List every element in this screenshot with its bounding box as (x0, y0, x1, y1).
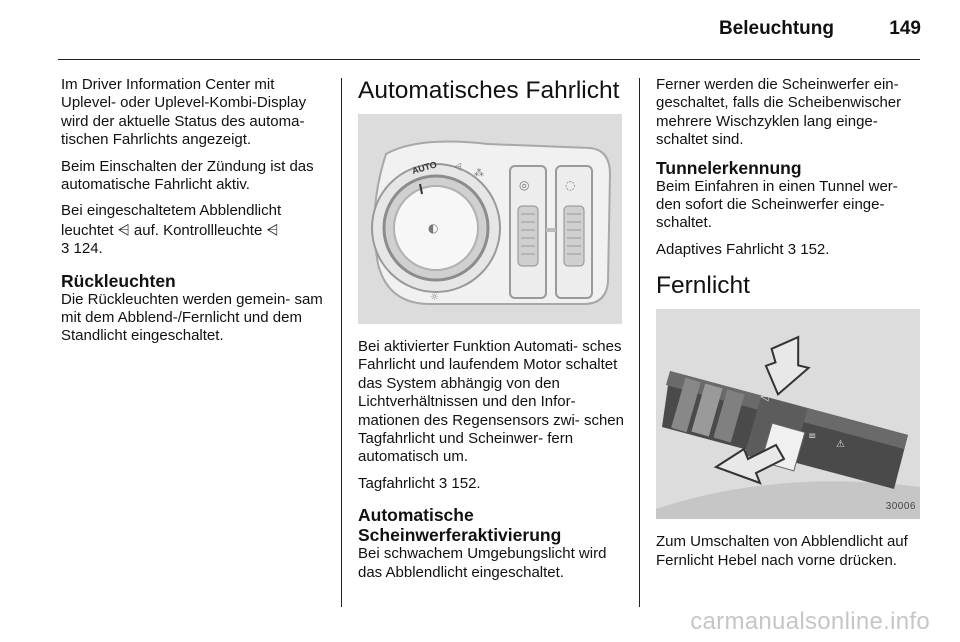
low-beam-icon: ⩤ (266, 220, 279, 239)
paragraph-dic-status: Im Driver Information Center mit Uplevel- oder Uplevel-Kombi-Display wird der aktuelle Status des automa- tischen Fahrlichts angezeigt. (61, 76, 307, 149)
heading-line: Scheinwerferaktivierung (358, 525, 562, 546)
low-beam-icon: ⩤ (117, 220, 130, 239)
reference-arrow-icon: 3 (438, 474, 448, 492)
paragraph-fernlicht: Zum Umschalten von Abblendlicht auf Fernlicht Hebel nach vorne drücken. (656, 533, 908, 569)
svg-text:⁂: ⁂ (474, 168, 484, 179)
page-reference-link[interactable]: 152. (800, 240, 830, 258)
svg-text:☼: ☼ (430, 292, 439, 303)
section-heading-scheinwerferaktivierung (358, 505, 628, 545)
page-reference-link[interactable]: 124. (73, 240, 103, 258)
svg-text:◎: ◎ (519, 178, 530, 192)
text-segment: auf. Kontrollleuchte (129, 221, 267, 239)
text-segment: Bei eingeschaltetem Abblendlicht leuchtet (61, 202, 282, 239)
page-title: Beleuchtung (718, 18, 834, 39)
figure-number: 30006 (885, 500, 916, 512)
column-1 (61, 76, 331, 354)
paragraph-wiper: Ferner werden die Scheinwerfer ein- geschaltet, falls die Scheibenwischer mehrere Wischzyklen lang einge- schaltet sind. (656, 76, 902, 149)
column-2 (358, 76, 628, 590)
svg-text:⩤: ⩤ (760, 390, 770, 405)
svg-text:◐: ◐ (428, 221, 439, 235)
paragraph-tunnel: Beim Einfahren in einen Tunnel wer- den sofort die Scheinwerfer einge- schaltet. (656, 177, 898, 232)
page-number: 149 (889, 18, 921, 39)
paragraph-daytime-ref (358, 475, 628, 493)
paragraph-auto-light: Bei aktivierter Funktion Automati- sches Fahrlicht und laufendem Motor schaltet das System abhängig von den Lichtverhältnissen und den Infor- mationen des Regensensors zwi- schen Tagfahrlicht und Scheinwer- fern automatisch um. (358, 338, 624, 466)
header-rule (58, 59, 920, 60)
text-segment: Adaptives Fahrlicht (656, 240, 788, 258)
high-beam-lever-figure (656, 309, 920, 519)
watermark[interactable]: carmanualsonline.info (690, 608, 930, 635)
svg-text:≡: ≡ (808, 431, 817, 443)
section-heading-tunnelerkennung: Tunnelerkennung (656, 157, 802, 178)
section-heading-automatisches-fahrlicht: Automatisches Fahrlicht (358, 77, 620, 104)
text-segment: Tagfahrlicht (358, 474, 439, 492)
reference-arrow-icon: 3 (787, 240, 797, 258)
svg-text:⚠: ⚠ (836, 439, 845, 451)
section-heading-fernlicht: Fernlicht (656, 272, 750, 300)
paragraph-low-beam-indicator (61, 202, 331, 258)
page-reference-link[interactable]: 152. (451, 474, 481, 492)
section-heading-rueckleuchten: Rückleuchten (61, 270, 176, 291)
column-divider-2 (639, 78, 640, 607)
heading-line: Automatische (358, 505, 474, 526)
paragraph-rueckleuchten: Die Rückleuchten werden gemein- sam mit dem Abblend-/Fernlicht und dem Standlicht eingeschaltet. (61, 290, 323, 345)
column-divider-1 (341, 78, 342, 607)
paragraph-low-ambient: Bei schwachem Umgebungslicht wird das Abblendlicht eingeschaltet. (358, 545, 607, 581)
light-switch-figure (358, 114, 622, 324)
paragraph-ignition: Beim Einschalten der Zündung ist das automatische Fahrlicht aktiv. (61, 157, 314, 194)
column-3 (656, 76, 924, 578)
paragraph-adaptive-ref (656, 241, 924, 259)
reference-arrow-icon: 3 (61, 240, 70, 258)
svg-text:⩤: ⩤ (454, 162, 462, 173)
auto-label: AUTO (410, 159, 438, 176)
svg-text:◌: ◌ (565, 178, 576, 192)
